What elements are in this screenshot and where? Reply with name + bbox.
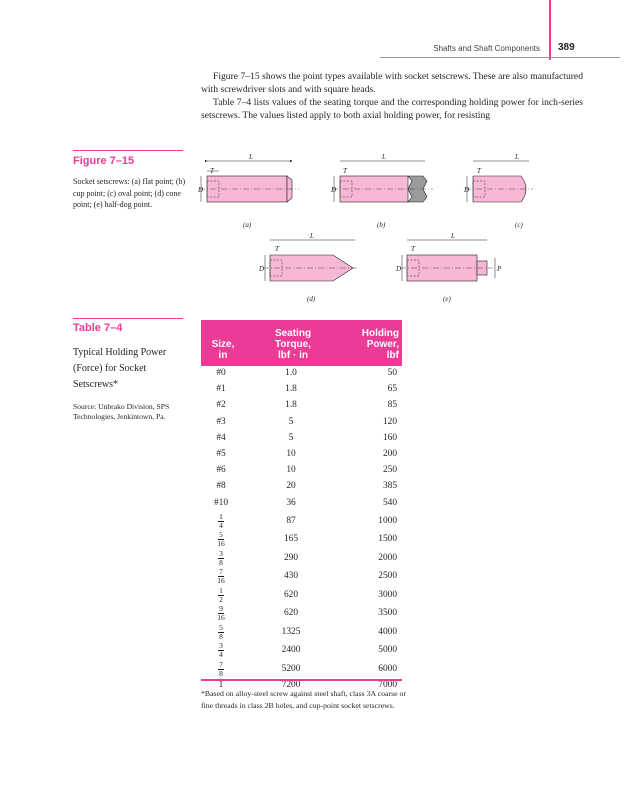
dim-label-T: T	[275, 245, 279, 253]
running-head: Shafts and Shaft Components	[433, 44, 540, 53]
dim-label-D: D	[331, 186, 337, 194]
table-source: Source: Unbrako Division, SPS Technologies, Jenkintown, Pa.	[73, 402, 170, 421]
panel-label-e: (e)	[443, 295, 451, 303]
table-caption: Typical Holding Power (Force) for Socket Setscrews*	[73, 347, 167, 390]
dim-label-T: T	[477, 167, 481, 175]
table-body	[201, 366, 402, 694]
table-label: Table 7–4	[73, 322, 123, 334]
header-rule	[380, 57, 620, 58]
fraction: $\frac{9}{16}$	[217, 604, 225, 623]
body-text	[201, 70, 583, 122]
panel-e-half-dog-point	[395, 232, 502, 303]
table-row: #1 1.8 65	[216, 384, 397, 395]
dim-label-L: L	[310, 232, 314, 240]
dim-label-D: D	[259, 265, 265, 273]
table-row: $\frac{5}{8}$ 1325 4000	[219, 622, 397, 641]
table-row: $\frac{5}{16}$ 165 1500	[217, 530, 397, 549]
header-torque: Seating Torque, lbf · in	[274, 328, 312, 361]
dim-label-D: D	[396, 265, 402, 273]
table-label-rule	[73, 318, 183, 319]
fraction: $\frac{7}{8}$	[219, 659, 223, 678]
panel-d-cone-point	[258, 232, 359, 303]
fraction: $\frac{1}{2}$	[219, 585, 223, 604]
dim-label-T: T	[411, 245, 415, 253]
dim-label-L: L	[451, 232, 455, 240]
panel-c-oval-point	[463, 153, 533, 229]
table-row: $\frac{1}{2}$ 620 3000	[219, 585, 397, 604]
panel-label-b: (b)	[377, 221, 386, 229]
figure-label-rule	[73, 150, 183, 151]
dim-label-P: P	[497, 265, 502, 273]
table-row: $\frac{3}{8}$ 290 2000	[219, 548, 397, 567]
table-row: #2 1.8 85	[216, 400, 397, 411]
table-header	[201, 320, 402, 366]
table-row: $\frac{3}{4}$ 2400 5000	[219, 641, 397, 660]
table-row: #4 5 160	[216, 432, 397, 443]
dim-label-D: D	[464, 186, 470, 194]
panel-b-cup-point	[330, 153, 433, 229]
holding-power-table	[201, 320, 402, 694]
dim-label-T: T	[210, 167, 214, 175]
dim-label-L: L	[515, 153, 519, 161]
header-power: Holding Power, lbf	[361, 328, 399, 361]
figure-caption: Socket setscrews: (a) flat point; (b) cup point; (c) oval point; (d) cone point; (e) half-dog point.	[73, 177, 186, 209]
fraction: $\frac{5}{8}$	[219, 622, 223, 641]
panel-label-d: (d)	[307, 295, 316, 303]
table-row: $\frac{7}{8}$ 5200 6000	[219, 659, 397, 678]
table-row: $\frac{9}{16}$ 620 3500	[217, 604, 397, 623]
table-row: $\frac{7}{16}$ 430 2500	[217, 567, 397, 586]
dim-label-T: T	[343, 167, 347, 175]
paragraph: Table 7–4 lists values of the seating torque and the corresponding holding power for inch-series setscrews. The values listed apply to both axial holding power, for resisting	[201, 97, 583, 121]
fraction: $\frac{3}{8}$	[219, 548, 223, 567]
dim-label-D: D	[198, 186, 204, 194]
header-size: Size, in	[211, 339, 235, 361]
table-row: 1 7200 7000	[218, 680, 397, 691]
page-number: 389	[558, 42, 575, 53]
fraction: $\frac{3}{4}$	[219, 641, 223, 660]
margin-accent-bar	[549, 0, 551, 60]
dim-label-L: L	[382, 153, 386, 161]
panel-label-c: (c)	[515, 221, 523, 229]
table-row: #10 36 540	[213, 497, 397, 508]
panel-label-a: (a)	[243, 221, 252, 229]
table-row: #5 10 200	[216, 448, 397, 459]
table-row: #3 5 120	[216, 416, 397, 427]
panel-a-flat-point	[197, 153, 299, 229]
table-row: #6 10 250	[216, 465, 397, 476]
table-footnote: *Based on alloy-steel screw against steel shaft, class 3A coarse or fine threads in class 2B holes, and cup-point socket setscrews.	[201, 689, 407, 710]
table-row: #8 20 385	[216, 481, 397, 492]
figure-label: Figure 7–15	[73, 155, 135, 167]
fraction: $\frac{1}{4}$	[219, 511, 223, 530]
paragraph: Figure 7–15 shows the point types available with socket setscrews. These are also manufactured with screwdriver slots and with square heads.	[201, 71, 583, 95]
fraction: $\frac{7}{16}$	[217, 567, 225, 586]
dim-label-L: L	[249, 153, 253, 161]
fraction: $\frac{5}{16}$	[217, 530, 225, 549]
table-row: #0 1.0 50	[216, 368, 397, 378]
table-row: $\frac{1}{4}$ 87 1000	[219, 511, 397, 530]
table-bottom-rule	[201, 679, 402, 681]
